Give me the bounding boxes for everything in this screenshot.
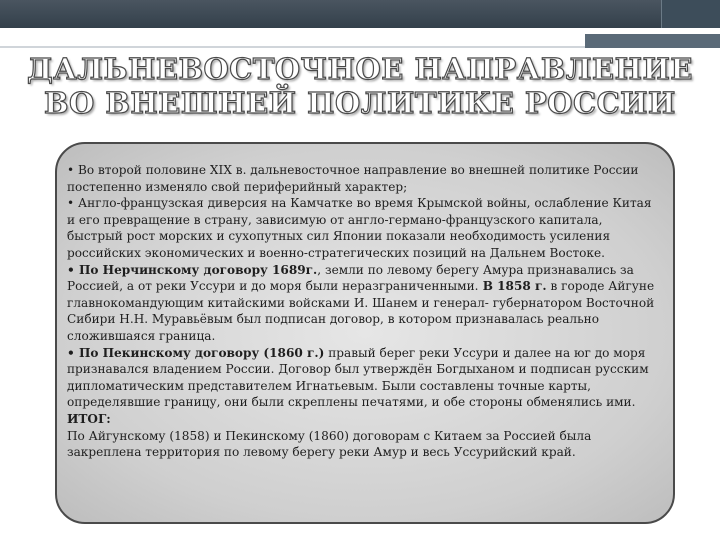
paragraph-3 [67, 262, 655, 345]
paragraph-2: • Англо-французская диверсия на Камчатке во время Крымской войны, ослабление Китая и его превращение в страну, зависимую от англо-германо-французского капитала, быстрый рост морских и сухопутных сил Японии показали необходимость усиления российских экономических и военно-стратегических позиций на Дальнем Востоке. [67, 196, 652, 260]
header-accent-strip [585, 34, 720, 48]
paragraph-3-text-1: , земли по левому берегу Амура признавались за Россией, а от реки Уссури и до моря были неразграниченными. [67, 262, 634, 294]
slide-title-line-1: ДАЛЬНЕВОСТОЧНОЕ НАПРАВЛЕНИЕ [26, 52, 693, 86]
paragraph-1: • Во второй половине XIX в. дальневосточное направление во внешней политике России постепенно изменяло свой периферийный характер; [67, 163, 639, 194]
result-text: По Айгунскому (1858) и Пекинскому (1860) договорам с Китаем за Россией была закреплена территория по левому берегу реки Амур и весь Уссурийский край. [67, 428, 592, 460]
slide-title-line-2: ВО ВНЕШНЕЙ ПОЛИТИКЕ РОССИИ [44, 86, 676, 120]
slide-title [20, 52, 700, 120]
result-label [67, 411, 655, 428]
header-bar [0, 0, 720, 28]
nerchinsk-treaty-label: • По Нерчинскому договору 1689г. [67, 262, 318, 277]
paragraph-3-text-2: в городе Айгуне главнокомандующим китайскими войсками И. Шанем и генерал- губернатором Восточной Сибири Н.Н. Муравьёвым был подписан договор, в котором признавалась реально сложившаяся граница. [67, 279, 655, 343]
year-1858-label: В 1858 г. [478, 279, 547, 294]
header-accent-block [661, 0, 720, 28]
paragraph-4-text: правый берег реки Уссури и далее на юг до моря признавался владением России. Договор был утверждён Богдыханом и подписан русским дипломатическим представителем Игнатьевым. Были составлены точные карты, определявшие границу, они были скреплены печатями, и обе стороны обменялись ими. [67, 345, 649, 410]
content-box [55, 142, 675, 524]
paragraph-4 [67, 345, 655, 411]
header-accent-line [0, 46, 585, 48]
result-label-text: ИТОГ: [67, 411, 111, 426]
peking-treaty-label: • По Пекинскому договору (1860 г.) [67, 345, 325, 360]
